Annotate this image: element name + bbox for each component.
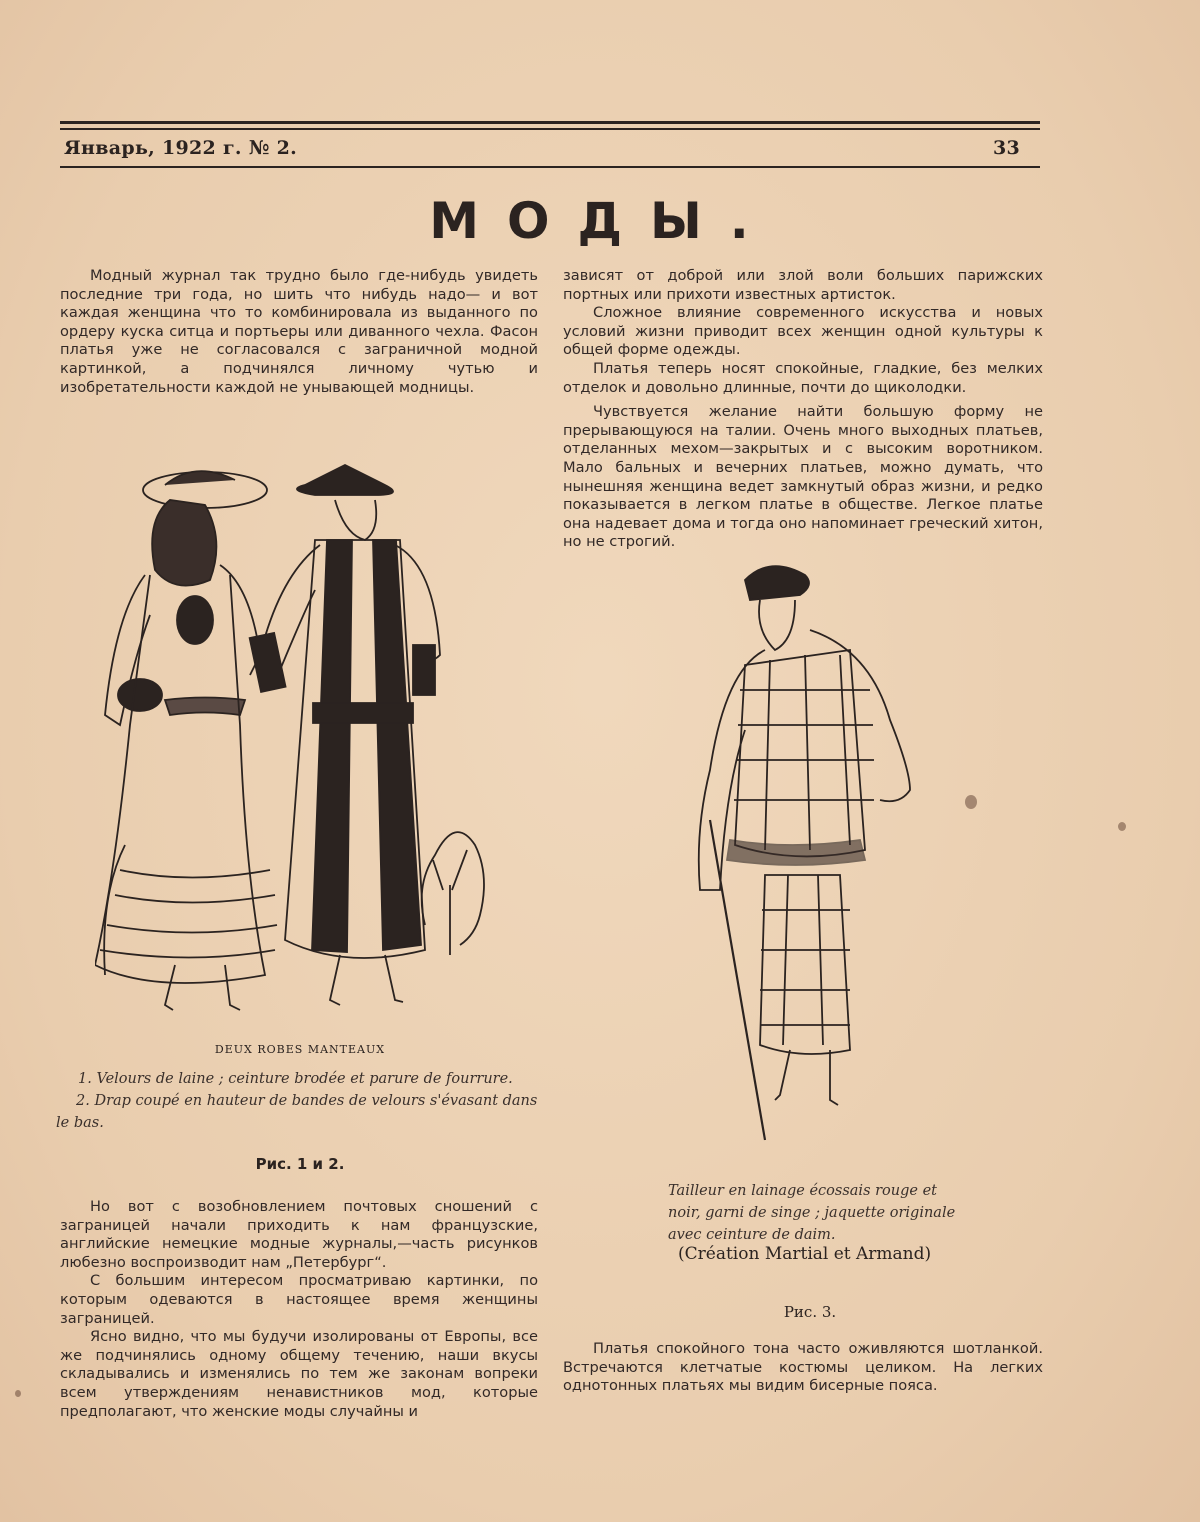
page-title: МОДЫ.: [429, 192, 777, 250]
fashion-illustration-plaid-suit: [670, 560, 930, 1145]
figure-3-credit: (Création Martial et Armand): [678, 1244, 932, 1264]
figure-1-2-subtitle: DEUX ROBES MANTEAUX: [214, 1043, 386, 1056]
figure-3-caption: Tailleur en lainage écossais rouge et noir, garni de singe ; jaquette originale avec ceinture de daim.: [668, 1183, 956, 1243]
paragraph: зависят от доброй или злой воли больших парижских портных или прихоти известных артисток.: [563, 267, 1043, 303]
figure-1-2-label: Рис. 1 и 2.: [255, 1155, 345, 1173]
ink-spot: [15, 1390, 21, 1397]
right-column-bottom: [563, 1340, 1043, 1396]
fashion-illustration-two-coats: [95, 455, 515, 1035]
figure-1-2-caption-line-1: 1. Velours de laine ; ceinture brodée et parure de fourrure.: [78, 1071, 513, 1087]
paragraph: Платья теперь носят спокойные, гладкие, без мелких отделок и довольно длинные, почти до щиколодки.: [563, 359, 1043, 396]
paragraph: С большим интересом просматриваю картинки, по которым одеваются в настоящее время женщины заграницей.: [60, 1272, 538, 1327]
header-rule-top: [60, 121, 1040, 124]
paragraph: Сложное влияние современного искусства и новых условий жизни приводит всех женщин одной культуры к общей форме одежды.: [563, 304, 1043, 359]
header-rule-bottom: [60, 166, 1040, 168]
left-column-top: [60, 267, 538, 397]
left-column-bottom: [60, 1198, 538, 1421]
paragraph: Но вот с возобновлением почтовых сношений с заграницей начали приходить к нам французские, английские немецкие модные журналы,—часть рисунков любезно воспроизводит нам „Петербург“.: [60, 1198, 538, 1271]
ink-spot: [965, 795, 977, 809]
figure-1-2-caption-line-2: 2. Drap coupé en hauteur de bandes de velours s'évasant dans le bas.: [56, 1093, 538, 1131]
page-number: 33: [992, 137, 1020, 159]
right-column-top: [563, 267, 1043, 552]
paragraph: Ясно видно, что мы будучи изолированы от Европы, все же подчинялись одному общему течению, наши вкусы складывались и изменялись по тем же законам вопреки всем утверждениям ненавистников мод, которые предполагают, что женские моды случайны и: [60, 1328, 538, 1420]
issue-date: Январь, 1922 г. № 2.: [64, 137, 298, 159]
ink-spot: [1118, 822, 1126, 831]
paragraph: Платья спокойного тона часто оживляются шотланкой. Встречаются клетчатые костюмы целиком. На легких однотонных платьях мы видим бисерные пояса.: [563, 1340, 1043, 1395]
running-header: [64, 137, 1020, 159]
figure-3-label: Рис. 3.: [783, 1303, 837, 1321]
header-rule-top-thin: [60, 128, 1040, 130]
paragraph: Модный журнал так трудно было где-нибудь увидеть последние три года, но шить что нибудь надо— и вот каждая женщина что то комбинировала из выданного по ордеру куска ситца и портьеры или диванного чехла. Фасон платья уже не согласовался с заграничной модной картинкой, а подчинялся личному чутью и изобретательности каждой не унывающей модницы.: [60, 267, 538, 396]
paragraph: Чувствуется желание найти большую форму не прерывающуюся на талии. Очень много выходных платьев, отделанных мехом—закрытых и с высоким воротником. Мало бальных и вечерних платьев, можно думать, что нынешняя женщина ведет замкнутый образ жизни, и редко показывается в легком платье в обществе. Легкое платье она надевает дома и тогда оно напоминает греческий хитон, но не строгий.: [563, 403, 1043, 551]
